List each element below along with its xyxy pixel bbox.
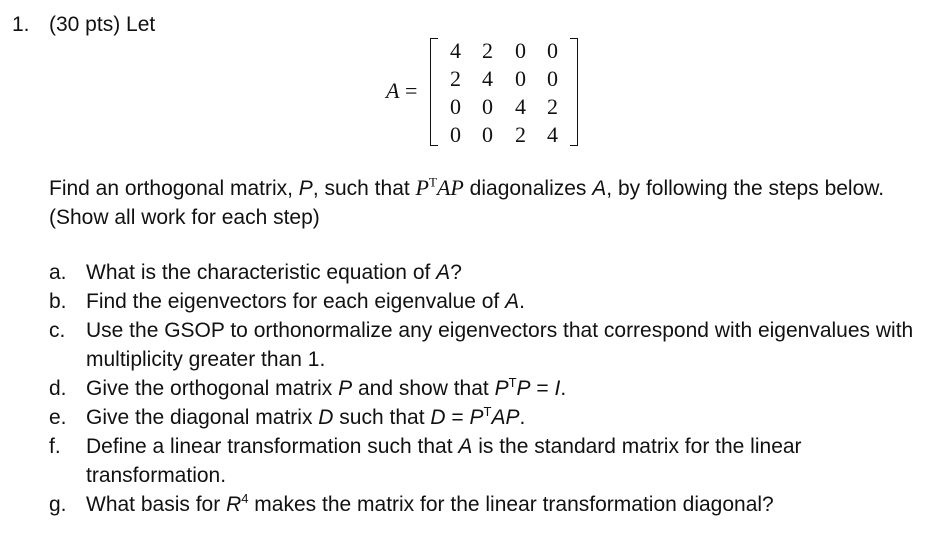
matrix-cell: 2 — [450, 66, 461, 91]
transpose-superscript: T — [508, 375, 517, 390]
var-p: P — [415, 175, 429, 200]
part-marker: e. — [49, 406, 67, 429]
part-text: Give the diagonal matrix — [86, 406, 319, 429]
part-c — [49, 316, 919, 374]
equals-sign: = — [404, 78, 418, 103]
instructions-text-3: diagonalizes — [463, 177, 593, 200]
var-d: D — [430, 406, 446, 429]
part-text: Give the orthogonal matrix — [86, 377, 339, 400]
part-text: = — [530, 377, 555, 400]
part-marker: f. — [49, 435, 61, 458]
right-bracket — [570, 38, 578, 146]
matrix-cell: 2 — [515, 122, 526, 147]
var-d: D — [318, 406, 334, 429]
var-p: P — [516, 377, 531, 400]
matrix-cell: 4 — [547, 122, 558, 147]
part-marker: c. — [49, 319, 66, 342]
part-text: such that — [333, 406, 431, 429]
matrix-name: A — [386, 78, 400, 103]
var-p: P — [469, 406, 484, 429]
var-ap: AP — [491, 406, 520, 429]
matrix-cell: 0 — [450, 94, 461, 119]
var-a: A — [436, 261, 451, 284]
transpose-superscript: T — [429, 174, 437, 190]
part-text: = — [445, 406, 470, 429]
matrix-cell: 0 — [515, 38, 526, 63]
instructions-text-2: , such that — [312, 177, 416, 200]
var-p: P — [494, 377, 509, 400]
var-a: A — [592, 177, 607, 200]
part-text: . — [519, 290, 525, 313]
matrix-cell: 0 — [482, 122, 493, 147]
question-lead: Let — [126, 13, 156, 36]
part-marker: d. — [49, 377, 67, 400]
var-a: A — [505, 290, 520, 313]
part-text: What is the characteristic equation of — [86, 261, 437, 284]
part-f — [49, 432, 919, 490]
question-parts-list — [49, 258, 919, 519]
part-marker: b. — [49, 290, 67, 313]
matrix-definition-label — [386, 78, 417, 104]
instructions-paragraph — [49, 173, 909, 232]
var-ap: AP — [436, 175, 464, 200]
part-text: makes the matrix for the linear transformation diagonal? — [248, 493, 774, 516]
matrix-cell: 4 — [515, 94, 526, 119]
part-text: . — [519, 406, 526, 429]
matrix-cell: 0 — [515, 66, 526, 91]
math-ptap — [416, 175, 464, 200]
var-p: P — [338, 377, 353, 400]
matrix-cell: 0 — [482, 94, 493, 119]
instructions-text-4: , by following the steps below. (Show all work for each step) — [49, 177, 885, 229]
part-text: is the standard matrix for the linear transformation. — [86, 435, 802, 487]
matrix-cell: 2 — [482, 38, 493, 63]
var-r: R — [226, 493, 242, 516]
transpose-superscript: T — [483, 404, 492, 419]
part-text: and show that — [352, 377, 495, 400]
var-i: I — [554, 377, 561, 400]
part-text: Use the GSOP to orthonormalize any eigenvectors that correspond with eigenvalues with multiplicity greater than 1. — [86, 319, 914, 371]
part-text: Define a linear transformation such that — [86, 435, 459, 458]
part-text: ? — [450, 261, 462, 284]
matrix-cell: 0 — [450, 122, 461, 147]
matrix-a — [430, 35, 578, 147]
question-header — [49, 12, 155, 38]
dimension-superscript: 4 — [241, 491, 249, 506]
matrix-cell: 2 — [547, 94, 558, 119]
part-text: . — [560, 377, 567, 400]
part-b — [49, 287, 919, 316]
part-d — [49, 374, 919, 403]
part-g — [49, 490, 919, 519]
question-points: (30 pts) — [49, 13, 121, 36]
matrix-grid — [440, 37, 568, 149]
matrix-cell: 4 — [450, 38, 461, 63]
left-bracket — [430, 38, 438, 146]
var-a: A — [458, 435, 473, 458]
part-e — [49, 403, 919, 432]
part-marker: g. — [49, 493, 67, 516]
matrix-cell: 0 — [547, 66, 558, 91]
part-text: What basis for — [86, 493, 227, 516]
part-a — [49, 258, 919, 287]
matrix-cell: 0 — [547, 38, 558, 63]
matrix-cell: 4 — [482, 66, 493, 91]
part-marker: a. — [49, 261, 67, 284]
var-p: P — [298, 177, 313, 200]
instructions-text-1: Find an orthogonal matrix, — [49, 177, 299, 200]
part-text: Find the eigenvectors for each eigenvalue of — [86, 290, 506, 313]
question-number: 1. — [12, 13, 30, 36]
